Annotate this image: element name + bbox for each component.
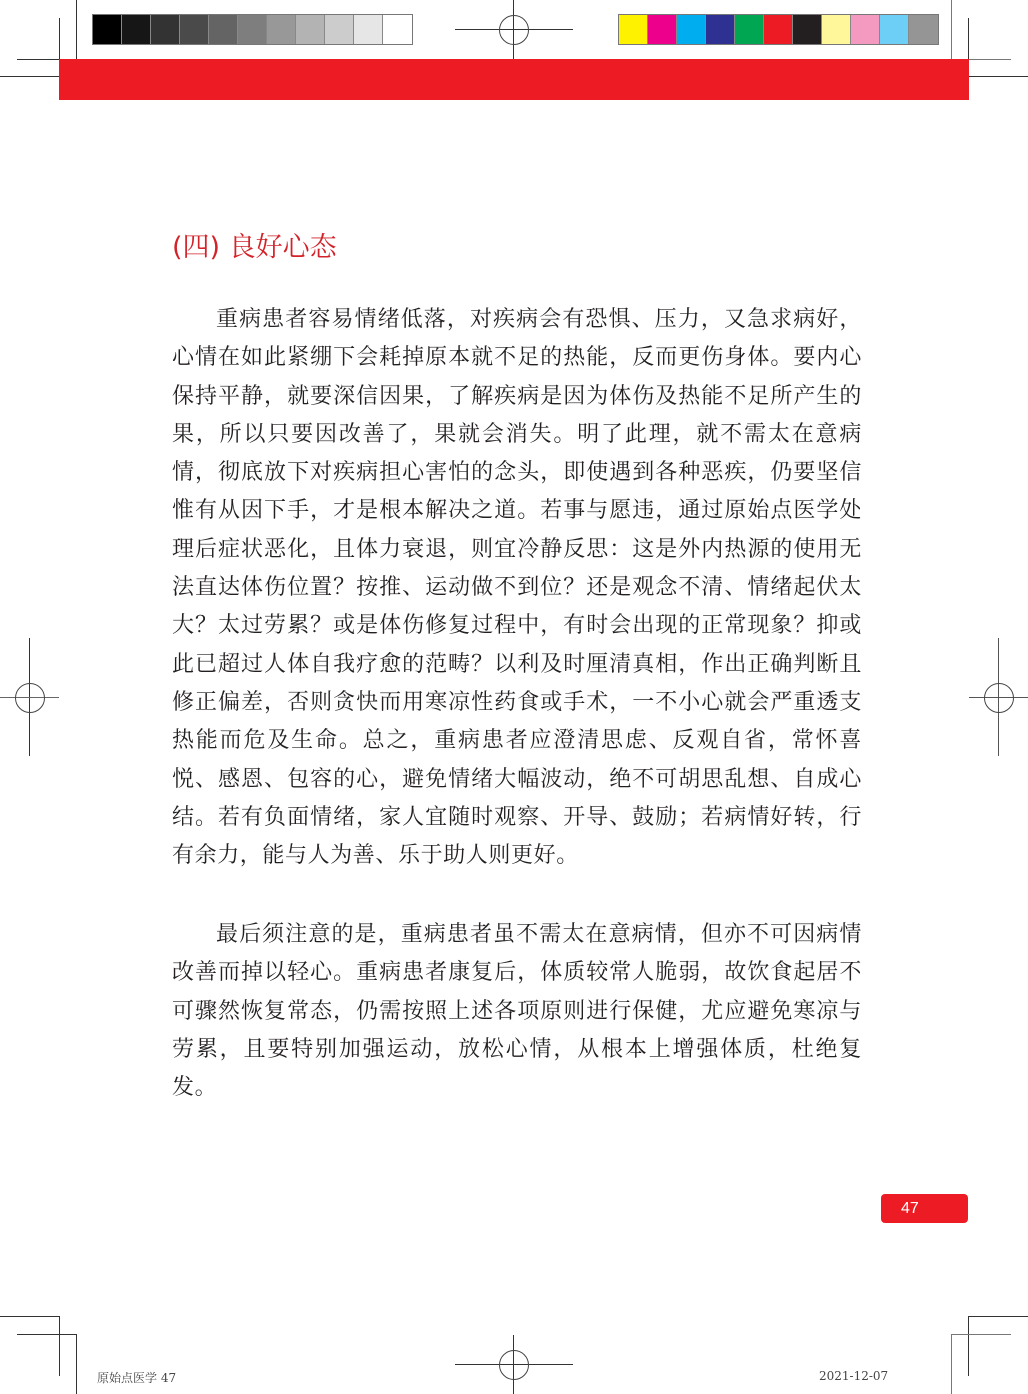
color-swatch <box>706 15 735 44</box>
color-swatch <box>793 15 822 44</box>
grayscale-calibration-bar <box>92 14 413 45</box>
color-swatch <box>648 15 677 44</box>
section-heading: (四) 良好心态 <box>172 232 337 263</box>
body-text-2 <box>172 916 862 1107</box>
color-swatch <box>735 15 764 44</box>
color-swatch <box>851 15 880 44</box>
grayscale-swatch <box>238 15 267 44</box>
color-swatch <box>764 15 793 44</box>
paragraph-2: 最后须注意的是，重病患者虽不需太在意病情，但亦不可因病情改善而掉以轻心。重病患者康复后，体质较常人脆弱，故饮食起居不可骤然恢复常态，仍需按照上述各项原则进行保健，尤应避免寒凉与劳累，且要特别加强运动，放松心情，从根本上增强体质，杜绝复发。 <box>172 922 862 1101</box>
grayscale-swatch <box>93 15 122 44</box>
color-swatch <box>822 15 851 44</box>
color-swatch <box>677 15 706 44</box>
grayscale-swatch <box>151 15 180 44</box>
grayscale-swatch <box>354 15 383 44</box>
grayscale-swatch <box>122 15 151 44</box>
paragraph-1: 重病患者容易情绪低落，对疾病会有恐惧、压力，又急求病好，心情在如此紧绷下会耗掉原本就不足的热能，反而更伤身体。要内心保持平静，就要深信因果，了解疾病是因为体伤及热能不足所产生的果，所以只要因改善了，果就会消失。明了此理，就不需太在意病情，彻底放下对疾病担心害怕的念头，即使遇到各种恶疾，仍要坚信惟有从因下手，才是根本解决之道。若事与愿违，通过原始点医学处理后症状恶化，且体力衰退，则宜冷静反思：这是外内热源的使用无法直达体伤位置？按推、运动做不到位？还是观念不清、情绪起伏太大？太过劳累？或是体伤修复过程中，有时会出现的正常现象？抑或此已超过人体自我疗愈的范畴？以利及时厘清真相，作出正确判断且修正偏差，否则贪快而用寒凉性药食或手术，一不小心就会严重透支热能而危及生命。总之，重病患者应澄清思虑、反观自省，常怀喜悦、感恩、包容的心，避免情绪大幅波动，绝不可胡思乱想、自成心结。若有负面情绪，家人宜随时观察、开导、鼓励；若病情好转，行有余力，能与人为善、乐于助人则更好。 <box>172 307 862 869</box>
grayscale-swatch <box>383 15 412 44</box>
grayscale-swatch <box>180 15 209 44</box>
footer-file-label: 原始点医学 47 <box>97 1371 177 1385</box>
grayscale-swatch <box>325 15 354 44</box>
header-band <box>59 59 969 100</box>
page-number-badge: 47 <box>881 1194 968 1223</box>
color-calibration-bar <box>618 14 939 45</box>
footer-date: 2021-12-07 <box>819 1369 889 1383</box>
color-swatch <box>909 15 938 44</box>
color-swatch <box>619 15 648 44</box>
grayscale-swatch <box>209 15 238 44</box>
color-swatch <box>880 15 909 44</box>
body-text <box>172 301 862 875</box>
grayscale-swatch <box>267 15 296 44</box>
grayscale-swatch <box>296 15 325 44</box>
